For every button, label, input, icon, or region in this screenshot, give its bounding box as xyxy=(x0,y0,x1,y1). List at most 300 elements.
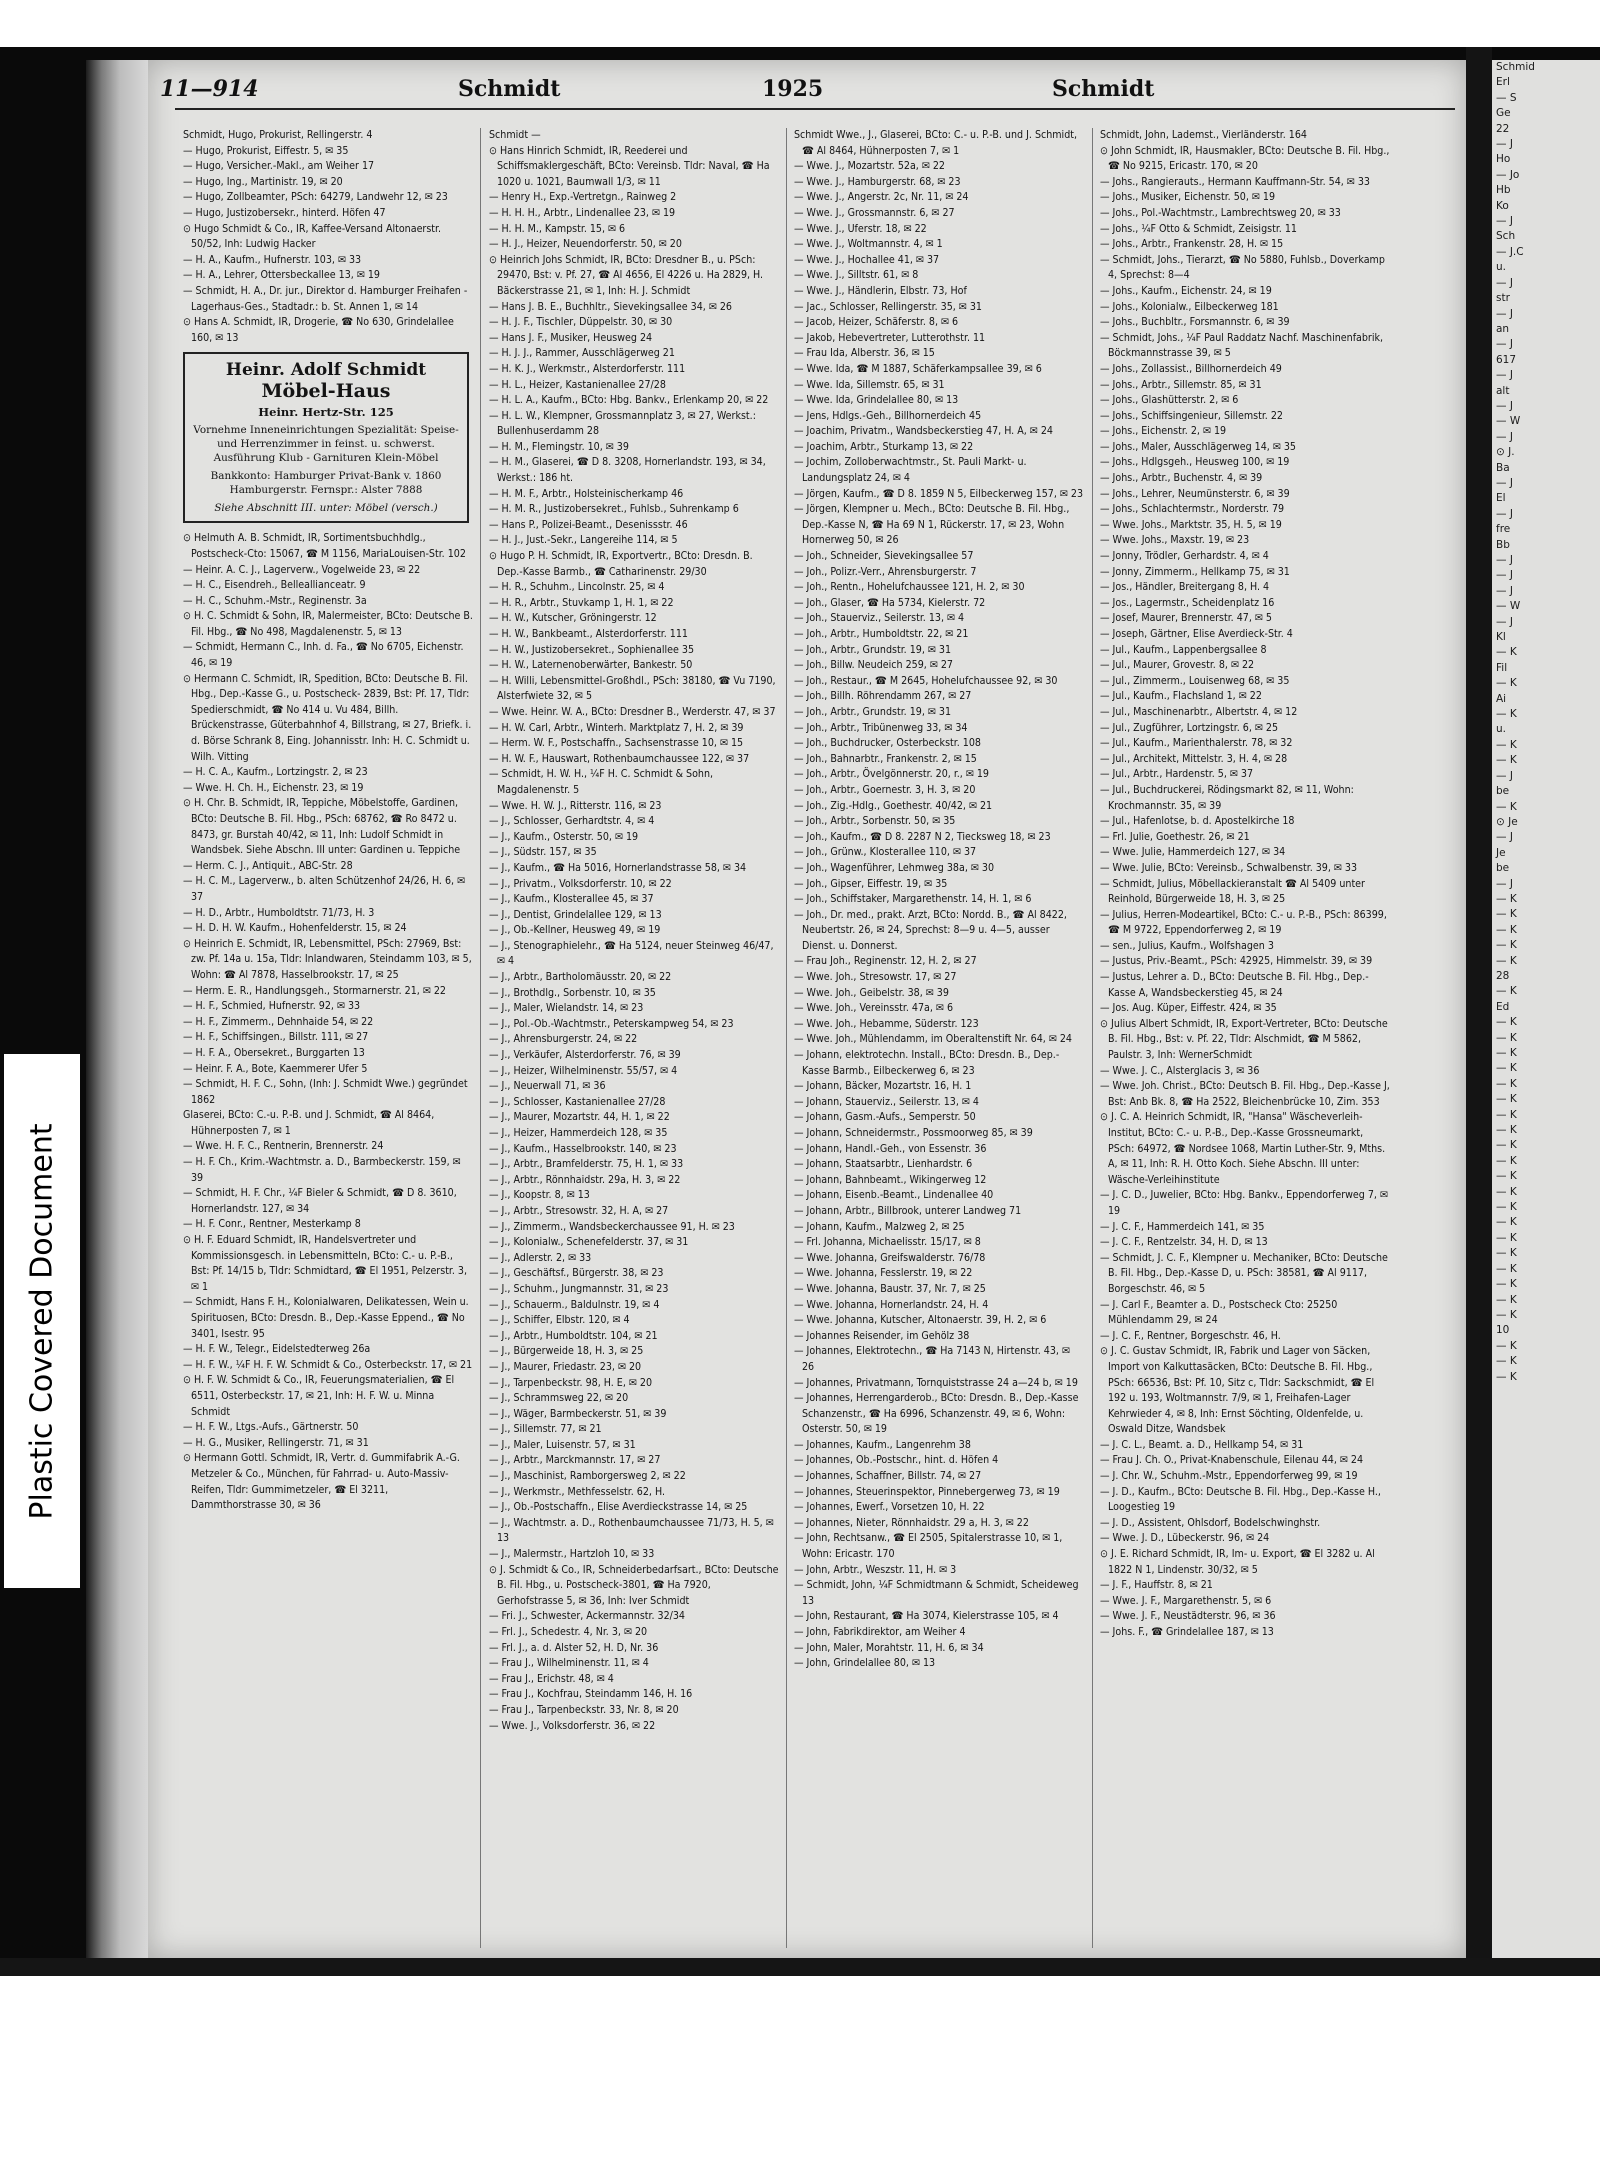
directory-entry: — Wwe. Joh., Vereinsstr. 47a, ✉ 6 xyxy=(794,1002,954,1015)
directory-entry: — Johann, Stauerviz., Seilerstr. 13, ✉ 4 xyxy=(794,1095,979,1108)
ad-company-name: Heinr. Adolf Schmidt xyxy=(225,360,427,381)
adjacent-page-line: Hb xyxy=(1496,184,1511,197)
directory-entry: — Joh., Arbtr., Övelgönnerstr. 20, r., ✉ 19 xyxy=(794,768,989,781)
adjacent-page-line: El xyxy=(1496,492,1506,505)
directory-entry: ⊙ H. F. W. Schmidt & Co., IR, Feuerungsmaterialien, ☎ El 6511, Osterbeckstr. 17, ✉ 21, Inh: H. F. W. u. Minna Schmidt xyxy=(183,1374,455,1418)
adjacent-page-line: — J xyxy=(1496,615,1513,628)
adjacent-page-line: Ai xyxy=(1496,692,1507,705)
directory-entry: — J., Ob.-Postschaffn., Elise Averdieckstrasse 14, ✉ 25 xyxy=(489,1501,748,1514)
directory-entry: — Johannes, Schaffner, Billstr. 74, ✉ 27 xyxy=(794,1470,982,1483)
directory-entry: — Jacob, Heizer, Schäferstr. 8, ✉ 6 xyxy=(794,316,959,329)
adjacent-page-line: — J xyxy=(1496,769,1513,782)
directory-entry: — H. W. F., Hauswart, Rothenbaumchaussee 122, ✉ 37 xyxy=(489,752,750,765)
directory-entry: — H. F. W., Ltgs.-Aufs., Gärtnerstr. 50 xyxy=(183,1421,359,1434)
adjacent-page-line: — K xyxy=(1496,1308,1517,1321)
directory-entry: — J., Pol.-Ob.-Wachtmstr., Peterskampweg 54, ✉ 23 xyxy=(489,1017,734,1030)
directory-entry: — H. M. R., Justizobersekret., Fuhlsb., Suhrenkamp 6 xyxy=(489,503,739,516)
directory-entry: — J. C. F., Rentner, Borgeschstr. 46, H. xyxy=(1100,1329,1281,1342)
directory-entry: ⊙ J. Schmidt & Co., IR, Schneiderbedarfsart., BCto: Deutsche B. Fil. Hbg., u. Postscheck-3801, ☎ Ha 7920, Gerhofstrasse 5, ✉ 36, Inh: Iver Schmidt xyxy=(489,1563,779,1607)
adjacent-page-line: — J.C xyxy=(1496,245,1524,258)
directory-entry: — Joh., Rentn., Hohelufchaussee 121, H. 2, ✉ 30 xyxy=(794,581,1025,594)
directory-entry: — Schmidt, H. F. C., Sohn, (Inh: J. Schmidt Wwe.) gegründet 1862 xyxy=(183,1078,468,1106)
directory-entry: — Jos. Aug. Küper, Eiffestr. 424, ✉ 35 xyxy=(1100,1002,1277,1015)
header-rule xyxy=(175,108,1455,110)
adjacent-page-line: Ho xyxy=(1496,153,1511,166)
directory-entry: — H. F. A., Obersekret., Burggarten 13 xyxy=(183,1046,365,1059)
directory-entry: — J., Privatm., Volksdorferstr. 10, ✉ 22 xyxy=(489,877,672,890)
column-divider xyxy=(480,128,481,1948)
directory-entry: — Frl. Johanna, Michaelisstr. 15/17, ✉ 8 xyxy=(794,1236,981,1249)
directory-entry: — Joh., Schneider, Sievekingsallee 57 xyxy=(794,550,974,563)
directory-entry: — Johann, Arbtr., Billbrook, unterer Landweg 71 xyxy=(794,1204,1022,1217)
adjacent-page-line: — K xyxy=(1496,1185,1517,1198)
directory-entry: — Joh., Arbtr., Sorbenstr. 50, ✉ 35 xyxy=(794,815,956,828)
directory-entry: — Joh., Kaufm., ☎ D 8. 2287 N 2, Tiecksweg 18, ✉ 23 xyxy=(794,830,1051,843)
adjacent-page-line: — K xyxy=(1496,754,1517,767)
directory-entry: — Wwe. Johanna, Fesslerstr. 19, ✉ 22 xyxy=(794,1267,973,1280)
directory-entry: — Joh., Arbtr., Tribünenweg 33, ✉ 34 xyxy=(794,721,968,734)
directory-entry: — H. M., Glaserei, ☎ D 8. 3208, Hornerlandstr. 193, ✉ 34, Werkst.: 186 ht. xyxy=(489,456,766,485)
directory-entry: — J., Maschinist, Ramborgersweg 2, ✉ 22 xyxy=(489,1470,686,1483)
directory-entry: — Schmidt, H. A., Dr. jur., Direktor d. Hamburger Freihafen - Lagerhaus-Ges., Stadtadr.: b. St. Annen 1, ✉ 14 xyxy=(183,284,468,313)
directory-entry: Glaserei, BCto: C.-u. P.-B. und J. Schmidt, ☎ Al 8464, Hühnerposten 7, ✉ 1 xyxy=(183,1109,435,1137)
directory-entry: — Johannes, Ob.-Postschr., hint. d. Höfen 4 xyxy=(794,1454,999,1467)
adjacent-page-line: Schmid xyxy=(1496,61,1535,73)
directory-entry: — Fri. J., Schwester, Ackermannstr. 32/34 xyxy=(489,1610,685,1623)
adjacent-page-line: ⊙ Je xyxy=(1496,815,1518,828)
adjacent-page-line: — K xyxy=(1496,1124,1517,1137)
adjacent-page-line: 22 xyxy=(1496,122,1510,135)
page-header xyxy=(150,70,1468,108)
directory-entry: — H. W. Carl, Arbtr., Winterh. Marktplatz 7, H. 2, ✉ 39 xyxy=(489,721,744,734)
adjacent-page-line: — K xyxy=(1496,939,1517,952)
directory-entry: — Johannes, Herrengarderob., BCto: Dresdn. B., Dep.-Kasse Schanzenstr., ☎ Ha 6996, Schanzenstr. 49, ✉ 6, Wohn: Osterstr. 50, ✉ 19 xyxy=(794,1392,1079,1436)
directory-entry: — Jos., Lagermstr., Scheidenplatz 16 xyxy=(1100,596,1275,609)
directory-entry: — John, Restaurant, ☎ Ha 3074, Kielerstrasse 105, ✉ 4 xyxy=(794,1610,1059,1623)
directory-entry: — Frl. J., Schedestr. 4, Nr. 3, ✉ 20 xyxy=(489,1626,648,1638)
directory-entry: — Jens, Hdlgs.-Geh., Billhornerdeich 45 xyxy=(794,409,982,422)
directory-entry: — Wwe. J. F., Margarethenstr. 5, ✉ 6 xyxy=(1100,1594,1272,1607)
adjacent-page-line: ⊙ J. xyxy=(1496,446,1515,459)
adjacent-page-line: — K xyxy=(1496,1355,1517,1368)
directory-entry: — Johannes, Elektrotechn., ☎ Ha 7143 N, Hirtenstr. 43, ✉ 26 xyxy=(794,1345,1070,1373)
directory-entry: — Joh., Stauerviz., Seilerstr. 13, ✉ 4 xyxy=(794,612,965,625)
directory-entry: — Schmidt, H. W. H., ¼F H. C. Schmidt & Sohn, Magdalenenstr. 5 xyxy=(489,768,714,796)
adjacent-page-line: — J xyxy=(1496,138,1513,151)
ad-address: Heinr. Hertz-Str. 125 xyxy=(258,405,394,420)
directory-entry: — Wwe. J., Hochallee 41, ✉ 37 xyxy=(794,253,940,266)
directory-entry: — J., Dentist, Grindelallee 129, ✉ 13 xyxy=(489,908,662,921)
adjacent-page-line: 10 xyxy=(1496,1324,1510,1337)
directory-entry: — Frl. Julie, Goethestr. 26, ✉ 21 xyxy=(1100,830,1250,843)
directory-entry: ⊙ J. C. A. Heinrich Schmidt, IR, "Hansa" Wäscheverleih-Institut, BCto: C.- u. P.-B., Dep.-Kasse Grossneumarkt, PSch: 64972, ☎ Nordsee 1068, Martin Luther-Str. 9, Mths. A, ✉ 11, Inh: R. H. Otto Koch. Siehe Abschn. III unter: Wäsche-Verleihinstitute xyxy=(1100,1111,1386,1186)
directory-entry: — Wwe. H. W. J., Ritterstr. 116, ✉ 23 xyxy=(489,799,662,812)
directory-entry: — H. C. M., Lagerverw., b. alten Schützenhof 24/26, H. 6, ✉ 37 xyxy=(183,875,466,903)
directory-entry: — J. C. D., Juwelier, BCto: Hbg. Bankv., Eppendorferweg 7, ✉ 19 xyxy=(1100,1189,1388,1217)
adjacent-page-line: — K xyxy=(1496,1077,1517,1090)
directory-entry: — J., Kaufm., Osterstr. 50, ✉ 19 xyxy=(489,830,639,843)
directory-entry: — Herm. W. F., Postschaffn., Sachsenstrasse 10, ✉ 15 xyxy=(489,737,744,750)
book-page-edge xyxy=(86,60,148,1958)
adjacent-page-line: — J xyxy=(1496,877,1513,890)
adjacent-page-line: — W xyxy=(1496,600,1521,613)
directory-entry: — Joh., Arbtr., Grundstr. 19, ✉ 31 xyxy=(794,643,952,656)
directory-entry: — Frau Ida, Alberstr. 36, ✉ 15 xyxy=(794,347,935,360)
directory-entry: — Jörgen, Klempner u. Mech., BCto: Deutsche B. Fil. Hbg., Dep.-Kasse N, ☎ Ha 69 N 1, Rückerstr. 17, ✉ 23, Wohn Hornerweg 50, ✉ 26 xyxy=(794,503,1070,547)
directory-entry: — Jul., Hafenlotse, b. d. Apostelkirche 18 xyxy=(1100,815,1295,828)
directory-entry: — Frau J., Erichstr. 48, ✉ 4 xyxy=(489,1672,614,1685)
directory-entry: — Johs., Schiffsingenieur, Sillemstr. 22 xyxy=(1100,409,1283,422)
directory-entry: — J., Bürgerweide 18, H. 3, ✉ 25 xyxy=(489,1345,644,1358)
adjacent-page-line: — W xyxy=(1496,415,1521,428)
directory-entry: — Wwe. J. F., Neustädterstr. 96, ✉ 36 xyxy=(1100,1610,1276,1623)
adjacent-page-line: Ge xyxy=(1496,107,1511,120)
directory-entry: — Johs., Zollassist., Billhornerdeich 49 xyxy=(1100,362,1282,375)
directory-entry: — Johs. F., ☎ Grindelallee 187, ✉ 13 xyxy=(1100,1626,1274,1638)
directory-entry: — Wwe. Ida, ☎ M 1887, Schäferkampsallee 39, ✉ 6 xyxy=(794,362,1042,375)
directory-entry: — Frau J., Tarpenbeckstr. 33, Nr. 8, ✉ 20 xyxy=(489,1703,679,1716)
directory-entry: ⊙ Hugo Schmidt & Co., IR, Kaffee-Versand Altonaerstr. 50/52, Inh: Ludwig Hacker xyxy=(183,222,442,251)
column-1-entries-top xyxy=(183,128,473,346)
directory-entry: — J., Maurer, Friedastr. 23, ✉ 20 xyxy=(489,1360,642,1373)
adjacent-page-line: Ko xyxy=(1496,199,1509,212)
adjacent-page-line: — K xyxy=(1496,985,1517,998)
directory-entry: — J., Kaufm., ☎ Ha 5016, Hornerlandstrasse 58, ✉ 34 xyxy=(489,861,747,874)
column-3-entries xyxy=(794,128,1084,1672)
directory-entry: — Hugo, Zollbeamter, PSch: 64279, Landwehr 12, ✉ 23 xyxy=(183,191,448,204)
directory-entry: — H. C., Schuhm.-Mstr., Reginenstr. 3a xyxy=(183,594,367,607)
directory-entry: — Johann, Handl.-Geh., von Essenstr. 36 xyxy=(794,1142,987,1155)
column-divider xyxy=(786,128,787,1948)
directory-entry: — J., Ob.-Kellner, Heusweg 49, ✉ 19 xyxy=(489,924,661,937)
adjacent-page-line: — S xyxy=(1496,91,1517,104)
directory-entry: — Joh., Gipser, Eiffestr. 19, ✉ 35 xyxy=(794,877,948,890)
directory-entry: — H. D., Arbtr., Humboldtstr. 71/73, H. 3 xyxy=(183,906,375,919)
directory-entry: — Joh., Dr. med., prakt. Arzt, BCto: Nordd. B., ☎ Al 8422, Neubertstr. 26, ✉ 24, Sprechst: 8—9 u. 4—5, ausser Dienst. u. Donnerst. xyxy=(794,908,1067,952)
directory-entry: ⊙ J. E. Richard Schmidt, IR, Im- u. Export, ☎ El 3282 u. Al 1822 N 1, Lindenstr. 30/32, ✉ 5 xyxy=(1100,1548,1375,1576)
directory-entry: — J., Heizer, Wilhelminenstr. 55/57, ✉ 4 xyxy=(489,1064,678,1077)
directory-entry: — H. W., Bankbeamt., Alsterdorferstr. 111 xyxy=(489,628,688,640)
directory-entry: — Johannes, Kaufm., Langenrehm 38 xyxy=(794,1438,971,1451)
directory-entry: — Frau Joh., Reginenstr. 12, H. 2, ✉ 27 xyxy=(794,955,977,968)
directory-entry: — Wwe. Julie, BCto: Vereinsb., Schwalbenstr. 39, ✉ 33 xyxy=(1100,861,1358,874)
directory-entry: — Frau J., Kochfrau, Steindamm 146, H. 16 xyxy=(489,1688,693,1701)
directory-entry: — Wwe. J., Silltstr. 61, ✉ 8 xyxy=(794,269,919,282)
directory-entry: — Josef, Maurer, Brennerstr. 47, ✉ 5 xyxy=(1100,612,1272,625)
directory-entry: — Joh., Grünw., Klosterallee 110, ✉ 37 xyxy=(794,846,977,859)
directory-entry: — Johs., Kolonialw., Eilbeckerweg 181 xyxy=(1100,300,1279,313)
directory-entry: ⊙ Hans Hinrich Schmidt, IR, Reederei und Schiffsmaklergeschäft, BCto: Vereinsb. Tldr: Naval, ☎ Ha 1020 u. 1021, Baumwall 1/3, ✉ 11 xyxy=(489,144,770,188)
directory-entry: — sen., Julius, Kaufm., Wolfshagen 3 xyxy=(1100,939,1274,952)
directory-entry: — Wwe. Johanna, Kutscher, Altonaerstr. 39, H. 2, ✉ 6 xyxy=(794,1314,1047,1327)
ad-description: Vornehme Inneneinrichtungen Spezialität: Speise- und Herrenzimmer in feinst. u. schwerst. Ausführung Klub - Garnituren Klein-Möbel xyxy=(193,424,459,465)
column-4 xyxy=(1100,128,1390,1948)
directory-entry: — Schmidt, Hermann C., Inh. d. Fa., ☎ No 6705, Eichenstr. 46, ✉ 19 xyxy=(183,641,464,670)
directory-entry: — J., Kolonialw., Schenefelderstr. 37, ✉ 31 xyxy=(489,1236,689,1249)
directory-entry: — H. R., Schuhm., Lincolnstr. 25, ✉ 4 xyxy=(489,581,665,594)
directory-entry: — Wwe. J., Uferstr. 18, ✉ 22 xyxy=(794,222,927,235)
directory-entry: — J., Stenographielehr., ☎ Ha 5124, neuer Steinweg 46/47, ✉ 4 xyxy=(489,939,774,968)
directory-entry: — Schmidt, Hans F. H., Kolonialwaren, Delikatessen, Wein u. Spirituosen, BCto: Dresdn. B., Dep.-Kasse Eppend., ☎ No 3401, Isestr. 95 xyxy=(183,1296,469,1340)
directory-entry: — Schmidt, John, ¼F Schmidtmann & Schmidt, Scheideweg 13 xyxy=(794,1579,1079,1607)
directory-entry: — Hugo, Ing., Martinistr. 19, ✉ 20 xyxy=(183,175,343,188)
directory-entry: — Hans P., Polizei-Beamt., Desenissstr. 46 xyxy=(489,518,688,531)
directory-entry: — H. J. F., Tischler, Düppelstr. 30, ✉ 30 xyxy=(489,316,673,329)
directory-entry: Schmidt, Hugo, Prokurist, Rellingerstr. 4 xyxy=(183,129,373,141)
directory-entry: — Schmidt, J. C. F., Klempner u. Mechaniker, BCto: Deutsche B. Fil. Hbg., Dep.-Kasse D, u. PSch: 38581, ☎ Al 9117, Borgeschstr. 46, ✉ 5 xyxy=(1100,1251,1388,1295)
directory-entry: — Joh., Glaser, ☎ Ha 5734, Kielerstr. 72 xyxy=(794,596,986,609)
directory-entry: — Justus, Lehrer a. D., BCto: Deutsche B. Fil. Hbg., Dep.-Kasse A, Wandsbeckerstieg 45, ✉ 24 xyxy=(1100,971,1369,999)
directory-entry: — Hugo, Versicher.-Makl., am Weiher 17 xyxy=(183,160,375,173)
directory-entry: — Joh., Schiffstaker, Margarethenstr. 14, H. 1, ✉ 6 xyxy=(794,893,1032,906)
directory-entry: — J., Arbtr., Stresowstr. 32, H. A, ✉ 27 xyxy=(489,1204,669,1217)
directory-entry: — H. C., Eisendreh., Belleallianceatr. 9 xyxy=(183,579,366,592)
adjacent-page-line: — J xyxy=(1496,507,1513,520)
directory-entry: — J., Südstr. 157, ✉ 35 xyxy=(489,846,597,859)
directory-entry: — Jac., Schlosser, Rellingerstr. 35, ✉ 31 xyxy=(794,300,982,313)
directory-entry: — H. K. J., Werkmstr., Alsterdorferstr. 111 xyxy=(489,362,686,375)
directory-entry: — Frau J., Wilhelminenstr. 11, ✉ 4 xyxy=(489,1657,649,1670)
directory-entry: — H. M., Flemingstr. 10, ✉ 39 xyxy=(489,440,629,453)
directory-entry: — Johs., Arbtr., Buchenstr. 4, ✉ 39 xyxy=(1100,472,1263,485)
directory-entry: — Wwe. H. Ch. H., Eichenstr. 23, ✉ 19 xyxy=(183,781,364,794)
adjacent-page-line: u. xyxy=(1496,723,1506,736)
directory-entry: — H. J. J., Rammer, Ausschlägerweg 21 xyxy=(489,347,675,360)
directory-entry: — Hans J. B. E., Buchhltr., Sievekingsallee 34, ✉ 26 xyxy=(489,300,732,313)
directory-entry: — H. F., Zimmerm., Dehnhaide 54, ✉ 22 xyxy=(183,1015,374,1028)
adjacent-page-line: — K xyxy=(1496,677,1517,690)
running-head-right: Schmidt xyxy=(1052,76,1155,102)
directory-entry: — Frl. J., a. d. Alster 52, H. D, Nr. 36 xyxy=(489,1641,659,1654)
advertisement-box xyxy=(183,352,469,523)
adjacent-page-fragment xyxy=(1492,60,1600,1958)
directory-entry: — Johs., Kaufm., Eichenstr. 24, ✉ 19 xyxy=(1100,284,1272,297)
directory-entry: — Wwe. J., Angerstr. 2c, Nr. 11, ✉ 24 xyxy=(794,191,969,204)
directory-entry: — Johannes, Steuerinspektor, Pinnebergerweg 73, ✉ 19 xyxy=(794,1485,1060,1498)
adjacent-page-line: — K xyxy=(1496,1278,1517,1291)
directory-entry: — J., Zimmerm., Wandsbeckerchaussee 91, H. ✉ 23 xyxy=(489,1220,735,1233)
directory-entry: — Jakob, Hebevertreter, Lutterothstr. 11 xyxy=(794,331,986,344)
directory-entry: — H. F. Conr., Rentner, Mesterkamp 8 xyxy=(183,1218,361,1231)
adjacent-page-line: — K xyxy=(1496,923,1517,936)
directory-entry: — J. Carl F., Beamter a. D., Postscheck Cto: 25250 Mühlendamm 29, ✉ 24 xyxy=(1100,1298,1338,1327)
column-3 xyxy=(794,128,1084,1948)
directory-entry: — Joh., Billw. Neudeich 259, ✉ 27 xyxy=(794,659,953,672)
directory-entry: — Hans J. F., Musiker, Heusweg 24 xyxy=(489,331,653,344)
directory-entry: — J., Arbtr., Bartholomäusstr. 20, ✉ 22 xyxy=(489,971,672,984)
scan-border-left xyxy=(0,47,86,1975)
directory-entry: — Jul., Maschinenarbtr., Albertstr. 4, ✉ 12 xyxy=(1100,705,1298,718)
directory-entry: ⊙ H. Chr. B. Schmidt, IR, Teppiche, Möbelstoffe, Gardinen, BCto: Deutsche B. Fil. Hbg., PSch: 68762, ☎ Ro 8472 u. 8473, gr. Burstah 40/42, ✉ 11, Inh: Ludolf Schmidt in Wandsbek. Siehe Abschn. III unter: Gardinen u. Teppiche xyxy=(183,797,461,857)
directory-entry: — J. C. F., Rentzelstr. 34, H. D, ✉ 13 xyxy=(1100,1236,1268,1249)
directory-entry: — Wwe. Johanna, Greifswalderstr. 76/78 xyxy=(794,1251,986,1264)
directory-entry: — Johs., Arbtr., Sillemstr. 85, ✉ 31 xyxy=(1100,378,1262,391)
directory-entry: — H. H. M., Kampstr. 15, ✉ 6 xyxy=(489,222,626,235)
adjacent-page-line: — K xyxy=(1496,708,1517,721)
ad-business-type: Möbel-Haus xyxy=(261,380,391,403)
directory-entry: — J., Maler, Wielandstr. 14, ✉ 23 xyxy=(489,1002,644,1015)
adjacent-page-line: Kl xyxy=(1496,631,1506,644)
directory-entry: — Jörgen, Kaufm., ☎ D 8. 1859 N 5, Eilbeckerweg 157, ✉ 23 xyxy=(794,487,1084,500)
directory-entry: — J., Tarpenbeckstr. 98, H. E, ✉ 20 xyxy=(489,1376,653,1389)
adjacent-page-line: — K xyxy=(1496,954,1517,967)
directory-entry: — Wwe. H. F. C., Rentnerin, Brennerstr. 24 xyxy=(183,1140,384,1153)
directory-entry: — Johann, elektrotechn. Install., BCto: Dresdn. B., Dep.-Kasse Barmb., Eilbeckerweg 6, ✉ 23 xyxy=(794,1049,1060,1077)
directory-entry: — Joh., Polizr.-Verr., Ahrensburgerstr. 7 xyxy=(794,565,977,578)
directory-entry: — Joh., Restaur., ☎ M 2645, Hohelufchaussee 92, ✉ 30 xyxy=(794,674,1058,687)
directory-entry: — Johann, Bäcker, Mozartstr. 16, H. 1 xyxy=(794,1080,972,1093)
directory-entry: ⊙ Heinrich Johs Schmidt, IR, BCto: Dresdner B., u. PSch: 29470, Bst: v. Pf. 27, ☎ Al 4656, El 4226 u. Ha 2829, H. Bäckerstrasse 21, ✉ 1, Inh: H. J. Schmidt xyxy=(489,253,764,297)
directory-entry: — Wwe. J., Mozartstr. 52a, ✉ 22 xyxy=(794,160,945,173)
directory-entry: — Wwe. J., Händlerin, Elbstr. 73, Hof xyxy=(794,284,967,297)
adjacent-page-line: — J xyxy=(1496,276,1513,289)
directory-entry: Schmidt Wwe., J., Glaserei, BCto: C.- u. P.-B. und J. Schmidt, ☎ Al 8464, Hühnerposten 7, ✉ 1 xyxy=(794,129,1078,157)
directory-entry: — Joachim, Arbtr., Sturkamp 13, ✉ 22 xyxy=(794,440,974,453)
directory-entry: ⊙ Helmuth A. B. Schmidt, IR, Sortimentsbuchhdlg., Postscheck-Cto: 15067, ☎ M 1156, MariaLouisen-Str. 102 xyxy=(183,532,466,560)
directory-entry: — H. W., Justizobersekret., Sophienallee 35 xyxy=(489,643,695,656)
adjacent-page-line: — K xyxy=(1496,1262,1517,1275)
directory-entry: — H. F., Schiffsingen., Billstr. 111, ✉ 27 xyxy=(183,1031,369,1044)
adjacent-page-line: Fil xyxy=(1496,661,1508,674)
directory-entry: — J. Chr. W., Schuhm.-Mstr., Eppendorferweg 99, ✉ 19 xyxy=(1100,1470,1358,1483)
directory-entry: — J., Ahrensburgerstr. 24, ✉ 22 xyxy=(489,1033,638,1046)
directory-entry: — Heinr. F. A., Bote, Kaemmerer Ufer 5 xyxy=(183,1062,368,1075)
adjacent-page-line: — K xyxy=(1496,800,1517,813)
directory-entry: — Justus, Priv.-Beamt., PSch: 42925, Himmelstr. 39, ✉ 39 xyxy=(1100,955,1373,968)
directory-entry: — John, Maler, Morahtstr. 11, H. 6, ✉ 34 xyxy=(794,1641,984,1654)
directory-entry: — Johs., Musiker, Eichenstr. 50, ✉ 19 xyxy=(1100,191,1276,204)
directory-entry: — H. W., Laternenoberwärter, Bankestr. 50 xyxy=(489,659,693,672)
directory-entry: — H. L. W., Klempner, Grossmannplatz 3, ✉ 27, Werkst.: Bullenhuserdamm 28 xyxy=(489,409,756,438)
adjacent-page-line: str xyxy=(1496,292,1510,305)
adjacent-page-line: — J xyxy=(1496,584,1513,597)
directory-entry: — Schmidt, Johs., ¼F Paul Raddatz Nachf. Maschinenfabrik, Böckmannstrasse 39, ✉ 5 xyxy=(1100,331,1384,360)
book-gutter xyxy=(1466,47,1492,1975)
directory-entry: — J., Sillemstr. 77, ✉ 21 xyxy=(489,1423,602,1436)
column-1 xyxy=(183,128,473,1948)
directory-entry: — Wwe. Ida, Grindelallee 80, ✉ 13 xyxy=(794,394,959,407)
adjacent-page-line: an xyxy=(1496,322,1510,335)
directory-entry: — Joh., Wagenführer, Lehmweg 38a, ✉ 30 xyxy=(794,861,995,874)
adjacent-page-line: 617 xyxy=(1496,353,1517,366)
directory-entry: — H. D. H. W. Kaufm., Hohenfelderstr. 15, ✉ 24 xyxy=(183,922,407,935)
directory-entry: ⊙ Hermann C. Schmidt, IR, Spedition, BCto: Deutsche B. Fil. Hbg., Dep.-Kasse G., u. Postscheck- 2839, Bst: Pf. 17, Tldr: Spedierschmidt, ☎ No 414 u. Vu 484, Billh. Brückenstrasse, Güterbahnhof 4, Billstrang, ✉ 27, Briefk. i. d. Börse Schrank 8, Eing. Johannisstr. Inh: H. C. Schmidt u. Wilh. Vitting xyxy=(183,672,472,763)
adjacent-page-line: be xyxy=(1496,862,1510,875)
directory-entry: — Wwe. Joh. Christ., BCto: Deutsch B. Fil. Hbg., Dep.-Kasse J, Bst: Anb Bk. 8, ☎ Ha 2522, Bleichenbrücke 10, Zim. 353 xyxy=(1100,1080,1390,1108)
directory-entry: — J. F., Hauffstr. 8, ✉ 21 xyxy=(1100,1579,1213,1592)
directory-entry: — Joh., Billh. Röhrendamm 267, ✉ 27 xyxy=(794,690,972,703)
adjacent-page-line: — J xyxy=(1496,831,1513,844)
adjacent-page-line: — K xyxy=(1496,892,1517,905)
directory-entry: — J., Werkmstr., Methfesselstr. 62, H. xyxy=(489,1485,665,1498)
directory-entry: — Jonny, Trödler, Gerhardstr. 4, ✉ 4 xyxy=(1100,550,1269,563)
directory-entry: — H. L. A., Kaufm., BCto: Hbg. Bankv., Erlenkamp 20, ✉ 22 xyxy=(489,394,769,407)
directory-entry: — Jul., Kaufm., Lappenbergsallee 8 xyxy=(1100,643,1267,656)
adjacent-page-line: — J xyxy=(1496,338,1513,351)
directory-entry: — J., Brothdlg., Sorbenstr. 10, ✉ 35 xyxy=(489,986,656,999)
directory-entry: ⊙ Hans A. Schmidt, IR, Drogerie, ☎ No 630, Grindelallee 160, ✉ 13 xyxy=(183,316,454,344)
directory-entry: — J., Heizer, Hammerdeich 128, ✉ 35 xyxy=(489,1127,668,1139)
directory-entry: — Johs., Buchbltr., Forsmannstr. 6, ✉ 39 xyxy=(1100,316,1290,329)
directory-entry: — H. A., Lehrer, Ottersbeckallee 13, ✉ 19 xyxy=(183,269,380,282)
directory-entry: — Wwe. Joh., Geibelstr. 38, ✉ 39 xyxy=(794,986,949,999)
directory-entry: — H. R., Arbtr., Stuvkamp 1, H. 1, ✉ 22 xyxy=(489,596,674,609)
directory-entry: — Joseph, Gärtner, Elise Averdieck-Str. 4 xyxy=(1100,628,1293,640)
directory-entry: — J. C. F., Hammerdeich 141, ✉ 35 xyxy=(1100,1220,1265,1233)
directory-entry: — J., Arbtr., Marckmannstr. 17, ✉ 27 xyxy=(489,1454,661,1467)
directory-entry: — H. F. Ch., Krim.-Wachtmstr. a. D., Barmbeckerstr. 159, ✉ 39 xyxy=(183,1156,461,1184)
directory-entry: — Johann, Kaufm., Malzweg 2, ✉ 25 xyxy=(794,1220,965,1233)
adjacent-page-line: Sch xyxy=(1496,230,1516,243)
adjacent-page-line: — J xyxy=(1496,369,1513,382)
directory-entry: ⊙ Julius Albert Schmidt, IR, Export-Vertreter, BCto: Deutsche B. Fil. Hbg., Bst: v. Pf. 22, Tldr: Alschmidt, ☎ M 5862, Paulstr. 3, Inh: WernerSchmidt xyxy=(1100,1017,1388,1062)
directory-entry: ⊙ Hugo P. H. Schmidt, IR, Exportvertr., BCto: Dresdn. B. Dep.-Kasse Barmb., ☎ Catharinenstr. 29/30 xyxy=(489,550,753,578)
directory-entry: — Joh., Bahnarbtr., Frankenstr. 2, ✉ 15 xyxy=(794,752,977,765)
directory-entry: — H. J., Just.-Sekr., Langereihe 114, ✉ 5 xyxy=(489,534,678,547)
directory-entry: — J., Malermstr., Hartzloh 10, ✉ 33 xyxy=(489,1548,655,1561)
adjacent-page-line: — K xyxy=(1496,1062,1517,1075)
ad-reference: Siehe Abschnitt III. unter: Möbel (versch.) xyxy=(214,502,438,515)
directory-entry: — Schmidt, H. F. Chr., ¼F Bieler & Schmidt, ☎ D 8. 3610, Hornerlandstr. 127, ✉ 34 xyxy=(183,1187,457,1215)
directory-entry: — Wwe. J., Hamburgerstr. 68, ✉ 23 xyxy=(794,175,961,188)
directory-entry: — Johann, Bahnbeamt., Wikingerweg 12 xyxy=(794,1173,987,1186)
adjacent-page-line: fre xyxy=(1496,523,1511,536)
adjacent-page-line: — K xyxy=(1496,646,1517,659)
directory-entry: — H. Willi, Lebensmittel-Großhdl., PSch: 38180, ☎ Vu 7190, Alsterfwiete 32, ✉ 5 xyxy=(489,674,776,703)
directory-entry: — Wwe. Joh., Hebamme, Süderstr. 123 xyxy=(794,1017,979,1030)
directory-entry: — Johs., Hdlgsgeh., Heusweg 100, ✉ 19 xyxy=(1100,456,1290,469)
adjacent-page-line: — K xyxy=(1496,738,1517,751)
adjacent-page-line: — K xyxy=(1496,1339,1517,1352)
directory-entry: — Jul., Architekt, Mittelstr. 3, H. 4, ✉ 28 xyxy=(1100,752,1288,765)
directory-entry: — Jul., Buchdruckerei, Rödingsmarkt 82, ✉ 11, Wohn: Krochmannstr. 35, ✉ 39 xyxy=(1100,783,1354,812)
directory-entry: ⊙ J. C. Gustav Schmidt, IR, Fabrik und Lager von Säcken, Import von Kalkuttasäcken, BCto: Deutsche B. Fil. Hbg., PSch: 66536, Bst: Pf. 10, Sitz c, Tldr: Sackschmidt, ☎ El 192 u. 193, Woltmannstr. 7/9, ✉ 1, Freihafen-Lager Kehrwieder 4, ✉ 8, Inh: Ernst Söchting, Oldenfelde, u. Oswald Ditze, Wandsbek xyxy=(1100,1345,1375,1436)
directory-entry: — John, Arbtr., Weszstr. 11, H. ✉ 3 xyxy=(794,1563,957,1576)
directory-entry: — Schmidt, Julius, Möbellackieranstalt ☎ Al 5409 unter Reinhold, Bürgerweide 18, H. 3, ✉ 25 xyxy=(1100,877,1365,906)
directory-entry: — Johs., Rangierauts., Hermann Kauffmann-Str. 54, ✉ 33 xyxy=(1100,175,1370,188)
directory-entry: — Julius, Herren-Modeartikel, BCto: C.- u. P.-B., PSch: 86399, ☎ M 9722, Eppendorferweg 2, ✉ 19 xyxy=(1100,908,1387,937)
adjacent-page-line: be xyxy=(1496,785,1510,798)
directory-entry: — H. G., Musiker, Rellingerstr. 71, ✉ 31 xyxy=(183,1436,369,1449)
directory-entry: — Wwe. Julie, Hammerdeich 127, ✉ 34 xyxy=(1100,846,1286,859)
directory-entry: — Johann, Staatsarbtr., Lienhardstr. 6 xyxy=(794,1158,973,1171)
directory-entry: — Johs., Pol.-Wachtmstr., Lambrechtsweg 20, ✉ 33 xyxy=(1100,206,1341,219)
directory-entry: — Wwe. Joh., Mühlendamm, im Oberaltenstift Nr. 64, ✉ 24 xyxy=(794,1033,1072,1046)
directory-entry: — Hugo, Prokurist, Eiffestr. 5, ✉ 35 xyxy=(183,144,349,157)
directory-entry: — J., Adlerstr. 2, ✉ 33 xyxy=(489,1251,592,1264)
year-heading: 1925 xyxy=(762,76,824,102)
directory-entry: ⊙ H. C. Schmidt & Sohn, IR, Malermeister, BCto: Deutsche B. Fil. Hbg., ☎ No 498, Magdalenenstr. 5, ✉ 13 xyxy=(183,610,473,638)
directory-entry: — Henry H., Exp.-Vertretgn., Rainweg 2 xyxy=(489,191,677,204)
adjacent-page-line: — J xyxy=(1496,430,1513,443)
directory-entry: — J., Arbtr., Bramfelderstr. 75, H. 1, ✉ 33 xyxy=(489,1158,684,1171)
column-2-entries xyxy=(489,128,779,1734)
directory-entry: — Joh., Zig.-Hdlg., Goethestr. 40/42, ✉ 21 xyxy=(794,799,993,812)
directory-entry: — H. L., Heizer, Kastanienallee 27/28 xyxy=(489,378,666,391)
adjacent-page-line: — J xyxy=(1496,554,1513,566)
side-label-text: Plastic Covered Document xyxy=(24,1122,60,1520)
adjacent-page-line: — K xyxy=(1496,1031,1517,1044)
directory-entry: — Johs., Lehrer, Neumünsterstr. 6, ✉ 39 xyxy=(1100,487,1290,500)
column-2 xyxy=(489,128,779,1948)
directory-entry: — Jul., Kaufm., Marienthalerstr. 78, ✉ 32 xyxy=(1100,737,1293,750)
directory-entry: — J. C. L., Beamt. a. D., Hellkamp 54, ✉ 31 xyxy=(1100,1438,1304,1451)
directory-entry: — H. F. W., Telegr., Eidelstedterweg 26a xyxy=(183,1343,371,1356)
directory-entry: ⊙ H. F. Eduard Schmidt, IR, Handelsvertreter und Kommissionsgesch. in Lebensmitteln, BCto: C.- u. P.-B., Bst: Pf. 14/15 b, Tldr: Schmidtard, ☎ El 1951, Pelzerstr. 3, ✉ 1 xyxy=(183,1234,468,1293)
directory-entry: — John, Fabrikdirektor, am Weiher 4 xyxy=(794,1626,966,1638)
directory-entry: — Johannes, Ewerf., Vorsetzen 10, H. 22 xyxy=(794,1501,985,1514)
directory-entry: — H. M. F., Arbtr., Holsteinischerkamp 46 xyxy=(489,487,684,500)
